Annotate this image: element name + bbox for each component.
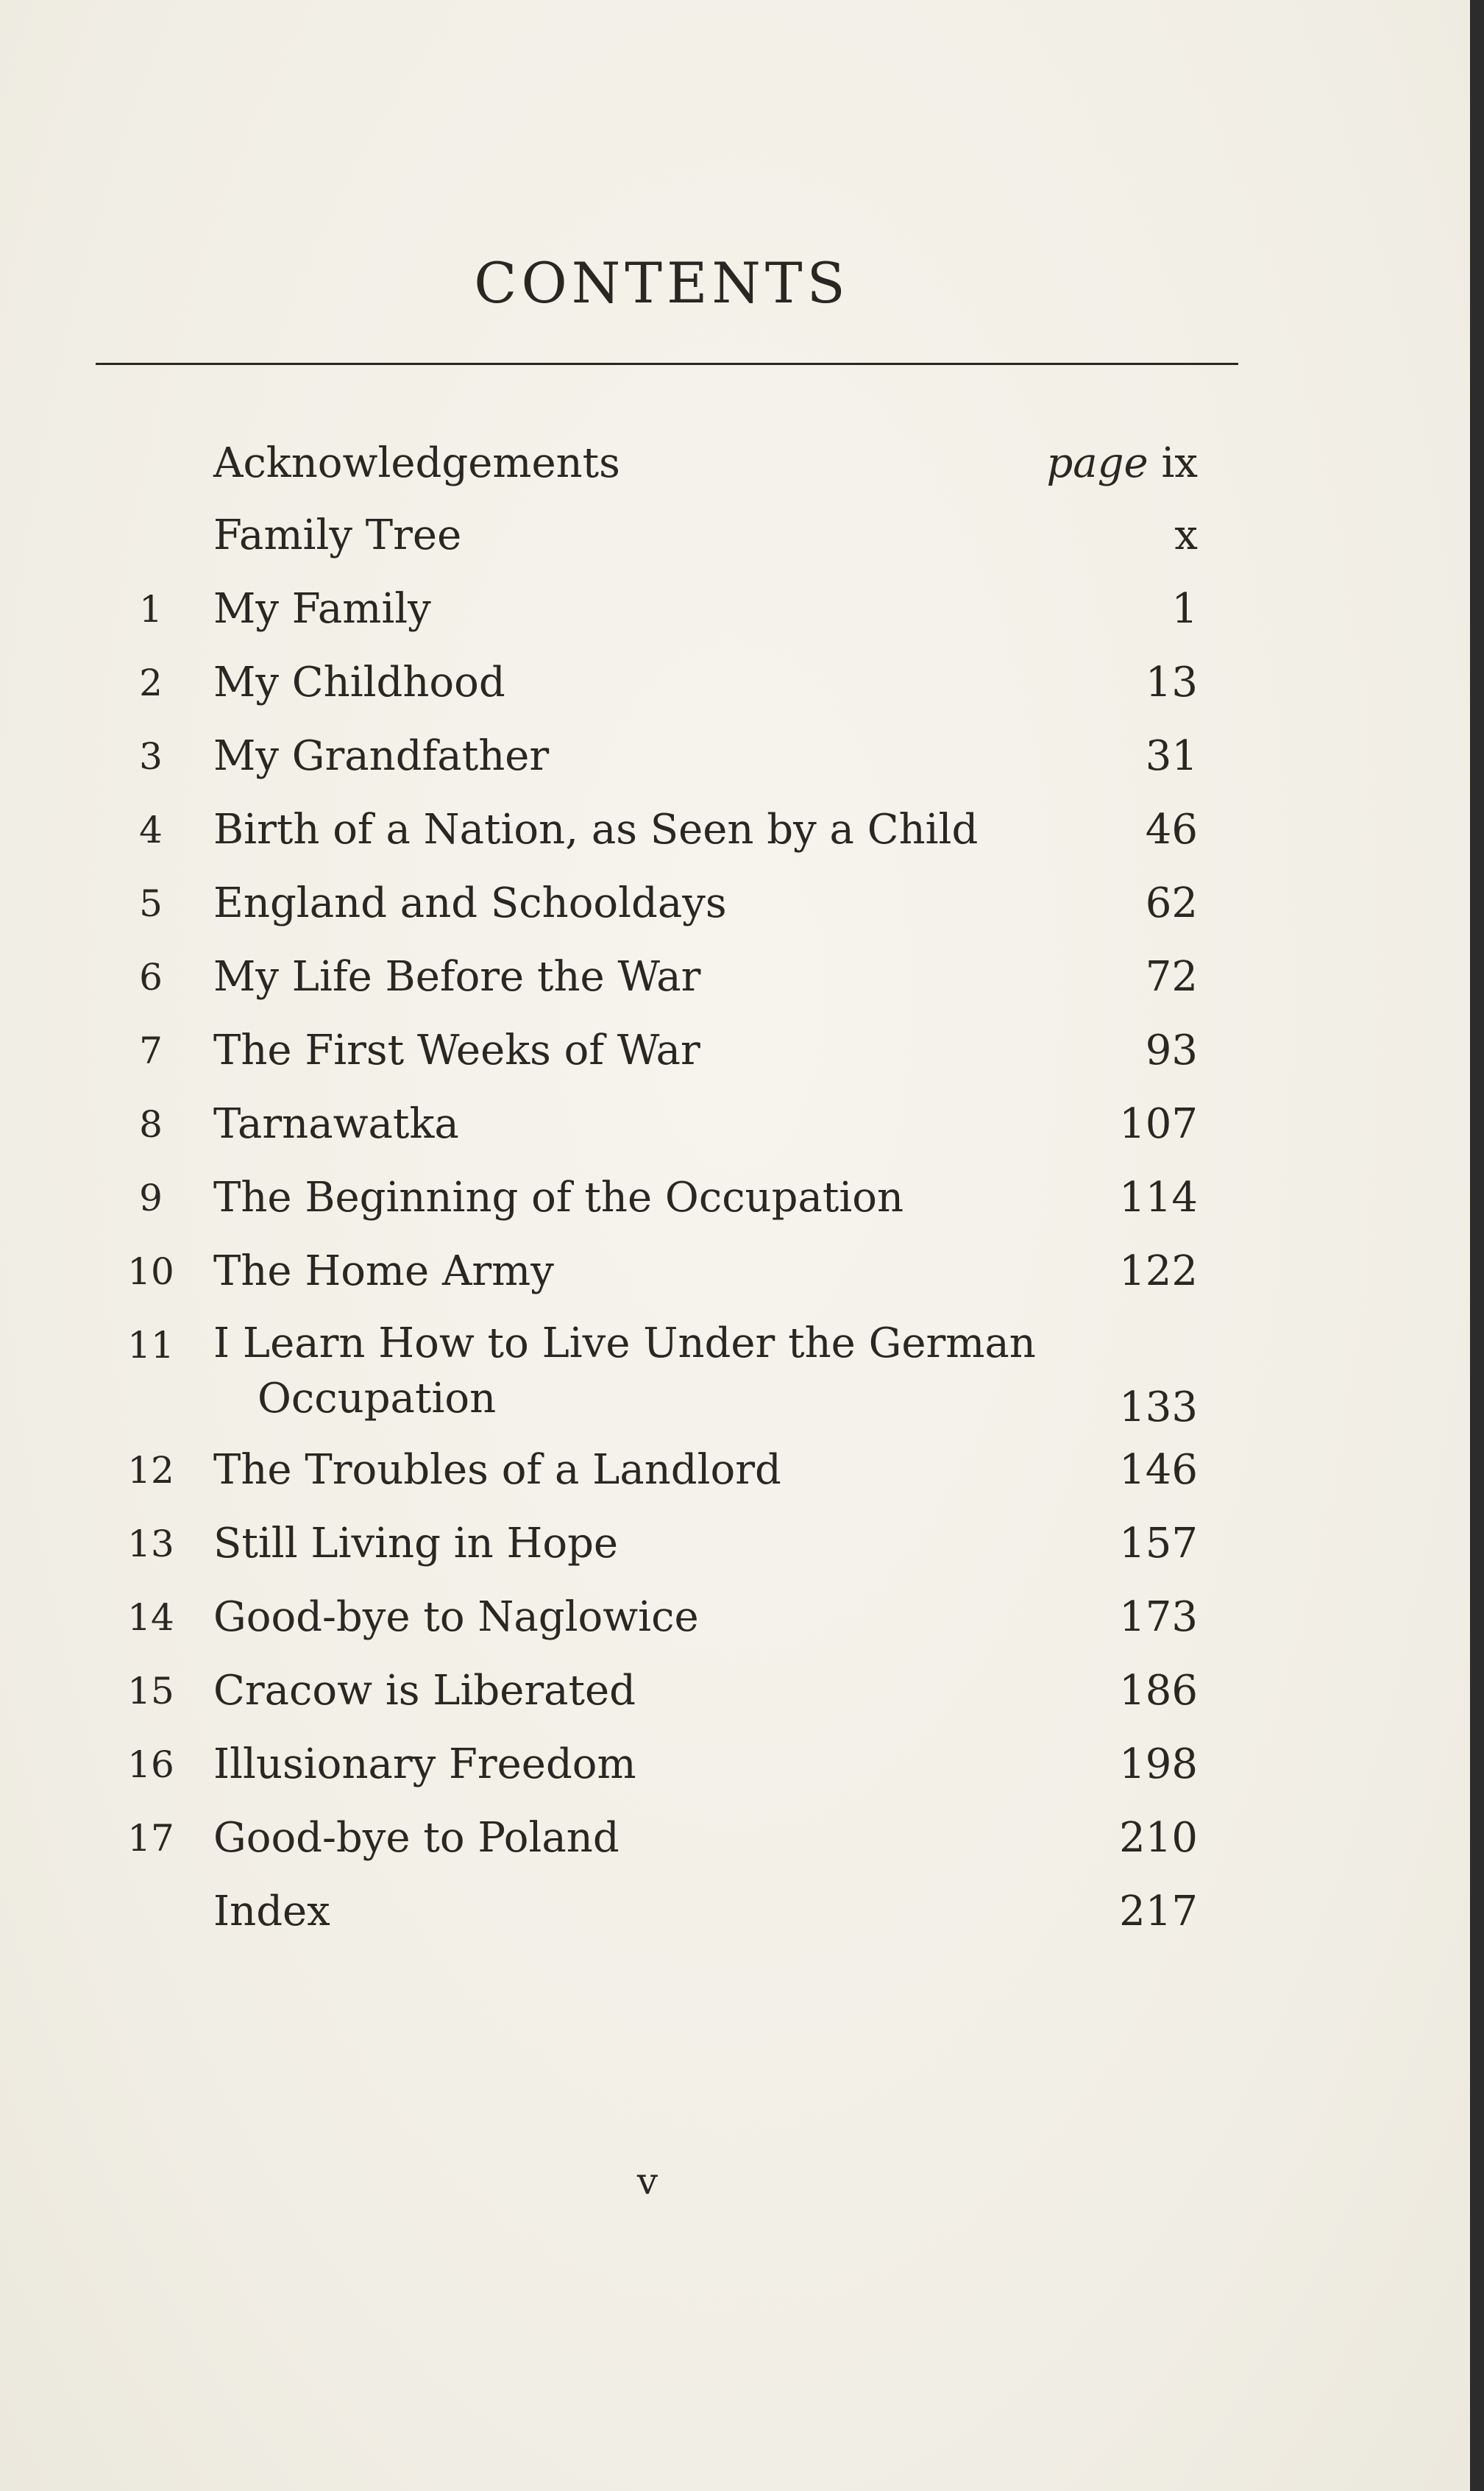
heading-rule [96, 363, 1238, 365]
toc-entry [0, 1658, 1470, 1724]
toc-entry [0, 1091, 1470, 1158]
toc-entry [0, 576, 1470, 642]
toc-entry [0, 944, 1470, 1010]
toc-entry [0, 871, 1470, 937]
toc-entry-family-tree [0, 503, 1470, 569]
entry-page: 107 [1119, 1100, 1198, 1148]
entry-page: 133 [1119, 1383, 1198, 1431]
entry-title: My Childhood [213, 659, 505, 706]
chapter-number: 8 [139, 1103, 163, 1146]
chapter-number: 2 [139, 662, 163, 704]
entry-title-line-2: Occupation [258, 1375, 497, 1422]
chapter-number: 15 [127, 1670, 174, 1712]
toc-entry [0, 797, 1470, 863]
chapter-number: 5 [139, 882, 163, 925]
entry-page: 157 [1119, 1520, 1198, 1567]
toc-entry [0, 1584, 1470, 1651]
chapter-number: 1 [139, 588, 163, 631]
toc-entry [0, 1239, 1470, 1305]
entry-title: Good-bye to Naglowice [213, 1593, 699, 1641]
toc-entry [0, 1511, 1470, 1577]
toc-entry [0, 1018, 1470, 1084]
entry-page: 31 [1145, 732, 1198, 780]
entry-page: 62 [1145, 879, 1198, 927]
entry-title: Good-bye to Poland [213, 1814, 619, 1862]
chapter-number: 11 [127, 1324, 174, 1367]
toc-entry [0, 1805, 1470, 1871]
entry-page: 210 [1119, 1814, 1198, 1862]
entry-title: Tarnawatka [213, 1100, 459, 1148]
entry-page: 217 [1119, 1888, 1198, 1935]
entry-page: 146 [1119, 1446, 1198, 1494]
entry-title [213, 1316, 1036, 1426]
entry-title: Family Tree [213, 511, 462, 559]
toc-entry [0, 650, 1470, 716]
entry-title: Birth of a Nation, as Seen by a Child [213, 806, 979, 854]
entry-title: Acknowledgements [213, 439, 620, 487]
entry-title: England and Schooldays [213, 879, 727, 927]
toc-entry-index [0, 1879, 1470, 1945]
entry-title: The First Weeks of War [213, 1027, 700, 1074]
chapter-number: 9 [139, 1177, 163, 1219]
entry-title: My Grandfather [213, 732, 550, 780]
entry-title: Illusionary Freedom [213, 1740, 636, 1788]
entry-title: Cracow is Liberated [213, 1667, 636, 1715]
entry-title: The Home Army [213, 1247, 554, 1295]
page-folio: v [636, 2160, 658, 2203]
entry-page: 186 [1119, 1667, 1198, 1715]
entry-title: Index [213, 1888, 330, 1935]
entry-page: 173 [1119, 1593, 1198, 1641]
entry-title: My Life Before the War [213, 953, 701, 1001]
toc-entry [0, 1437, 1470, 1503]
chapter-number: 10 [127, 1250, 174, 1293]
toc-entry [0, 1732, 1470, 1798]
entry-page [1046, 430, 1198, 497]
chapter-number: 17 [127, 1817, 174, 1860]
entry-title: The Beginning of the Occupation [213, 1174, 904, 1222]
entry-page: 46 [1145, 806, 1198, 854]
toc-entry-acknowledgements [0, 430, 1470, 497]
entry-page: 93 [1145, 1027, 1198, 1074]
chapter-number: 3 [139, 735, 163, 778]
entry-title: Still Living in Hope [213, 1520, 619, 1567]
chapter-number: 7 [139, 1030, 163, 1072]
chapter-number: 12 [127, 1449, 174, 1492]
page-prefix: page [1046, 439, 1148, 487]
entry-page: 122 [1119, 1247, 1198, 1295]
entry-page: x [1174, 511, 1198, 559]
entry-title-line-1: I Learn How to Live Under the German [213, 1319, 1036, 1367]
chapter-number: 6 [139, 956, 163, 999]
entry-page: 198 [1119, 1740, 1198, 1788]
toc-entry [0, 723, 1470, 790]
entry-title: The Troubles of a Landlord [213, 1446, 781, 1494]
toc-entry [0, 1165, 1470, 1231]
toc-entry [0, 1312, 1470, 1441]
entry-page: 1 [1171, 585, 1198, 633]
chapter-number: 14 [127, 1596, 174, 1639]
chapter-number: 13 [127, 1523, 174, 1565]
entry-title: My Family [213, 585, 431, 633]
entry-page: 114 [1119, 1174, 1198, 1222]
entry-page: 72 [1145, 953, 1198, 1001]
scan-edge [1470, 0, 1484, 2491]
entry-page: 13 [1145, 659, 1198, 706]
entry-page-number: ix [1161, 439, 1198, 487]
chapter-number: 16 [127, 1743, 174, 1786]
chapter-number: 4 [139, 809, 163, 851]
contents-heading: CONTENTS [474, 250, 850, 316]
